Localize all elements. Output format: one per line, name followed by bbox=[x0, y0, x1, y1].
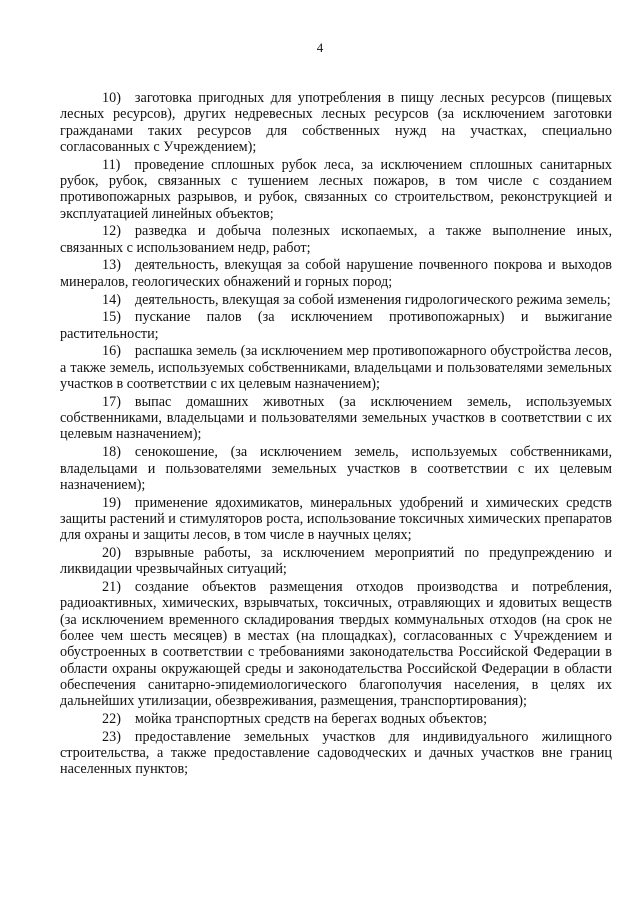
item-text: разведка и добыча полезных ископаемых, а также выполнение иных, связанных с использованием недр, работ; bbox=[60, 223, 612, 256]
item-number: 10) bbox=[102, 90, 121, 106]
item-text: пускание палов (за исключением противопожарных) и выжигание растительности; bbox=[60, 309, 612, 342]
item-number: 14) bbox=[102, 291, 121, 308]
item-number: 20) bbox=[102, 545, 121, 562]
list-item bbox=[60, 545, 612, 578]
item-number: 19) bbox=[102, 494, 121, 511]
item-number: 13) bbox=[102, 257, 121, 274]
list-item bbox=[60, 223, 612, 256]
item-number: 15) bbox=[102, 309, 121, 326]
item-number: 17) bbox=[102, 393, 121, 410]
list-item bbox=[60, 90, 612, 155]
item-text: предоставление земельных участков для индивидуального жилищного строительства, а также предоставление садоводческих и дачных участков вне границ населенных пунктов; bbox=[60, 728, 612, 778]
item-number: 12) bbox=[102, 223, 121, 240]
item-number: 11) bbox=[102, 156, 121, 173]
item-text: применение ядохимикатов, минеральных удобрений и химических средств защиты растений и стимуляторов роста, использование токсичных химических препаратов для охраны и защиты лесов, в том числе в научных целях; bbox=[60, 494, 612, 544]
item-number: 23) bbox=[102, 728, 121, 745]
list-item bbox=[60, 729, 612, 778]
list-item bbox=[60, 495, 612, 544]
list-item bbox=[60, 579, 612, 709]
list-item bbox=[60, 292, 612, 308]
list-item bbox=[60, 444, 612, 493]
list-item bbox=[60, 257, 612, 290]
page-number: 4 bbox=[316, 40, 324, 55]
item-number: 22) bbox=[102, 710, 121, 727]
item-text: проведение сплошных рубок леса, за исключением сплошных санитарных рубок, рубок, связанных с тушением лесных пожаров, в том числе с созданием противопожарных разрывов, и рубок, связанных со строительством, реконструкцией и эксплуатацией линейных объектов; bbox=[60, 156, 612, 222]
list-item bbox=[60, 394, 612, 443]
item-number: 16) bbox=[102, 343, 121, 360]
item-text: создание объектов размещения отходов производства и потребления, радиоактивных, химических, взрывчатых, токсичных, отравляющих и ядовитых веществ (за исключением временного складирования твердых коммунальных отходов (на срок не более чем шесть месяцев) в местах (на площадках), согласованных с Учреждением и обустроенных в соответствии с требованиями законодательства Российской Федерации в области охраны окружающей среды и законодательства Российской Федерации в области обеспечения санитарно-эпидемиологического благополучия населения, в целях их дальнейших утилизации, обезвреживания, размещения, транспортирования); bbox=[60, 579, 612, 710]
list-item bbox=[60, 711, 612, 727]
document-body bbox=[60, 90, 612, 779]
list-item bbox=[60, 309, 612, 342]
item-text: распашка земель (за исключением мер противопожарного обустройства лесов, а также земель, используемых собственниками, владельцами и пользователями земельных участков в соответствии с их целевым назначением); bbox=[60, 343, 612, 393]
item-number: 18) bbox=[102, 444, 121, 461]
item-text: деятельность, влекущая за собой нарушение почвенного покрова и выходов минералов, геологических обнажений и горных пород; bbox=[60, 257, 612, 290]
item-text: заготовка пригодных для употребления в пищу лесных ресурсов (пищевых лесных ресурсов), других недревесных лесных ресурсов (за исключением заготовки гражданами таких ресурсов для собственных нужд на участках, специально согласованных с Учреждением); bbox=[60, 90, 612, 155]
list-item bbox=[60, 343, 612, 392]
list-item bbox=[60, 157, 612, 222]
item-text: мойка транспортных средств на берегах водных объектов; bbox=[134, 710, 488, 727]
item-text: выпас домашних животных (за исключением земель, используемых собственниками, владельцами и пользователями земельных участков в соответствии с их целевым назначением); bbox=[60, 393, 612, 443]
item-number: 21) bbox=[102, 579, 121, 596]
item-text: взрывные работы, за исключением мероприятий по предупреждению и ликвидации чрезвычайных ситуаций; bbox=[60, 545, 612, 578]
item-text: сенокошение, (за исключением земель, используемых собственниками, владельцами и пользователями земельных участков в соответствии с их целевым назначением); bbox=[60, 444, 612, 493]
item-text: деятельность, влекущая за собой изменения гидрологического режима земель; bbox=[134, 291, 611, 308]
